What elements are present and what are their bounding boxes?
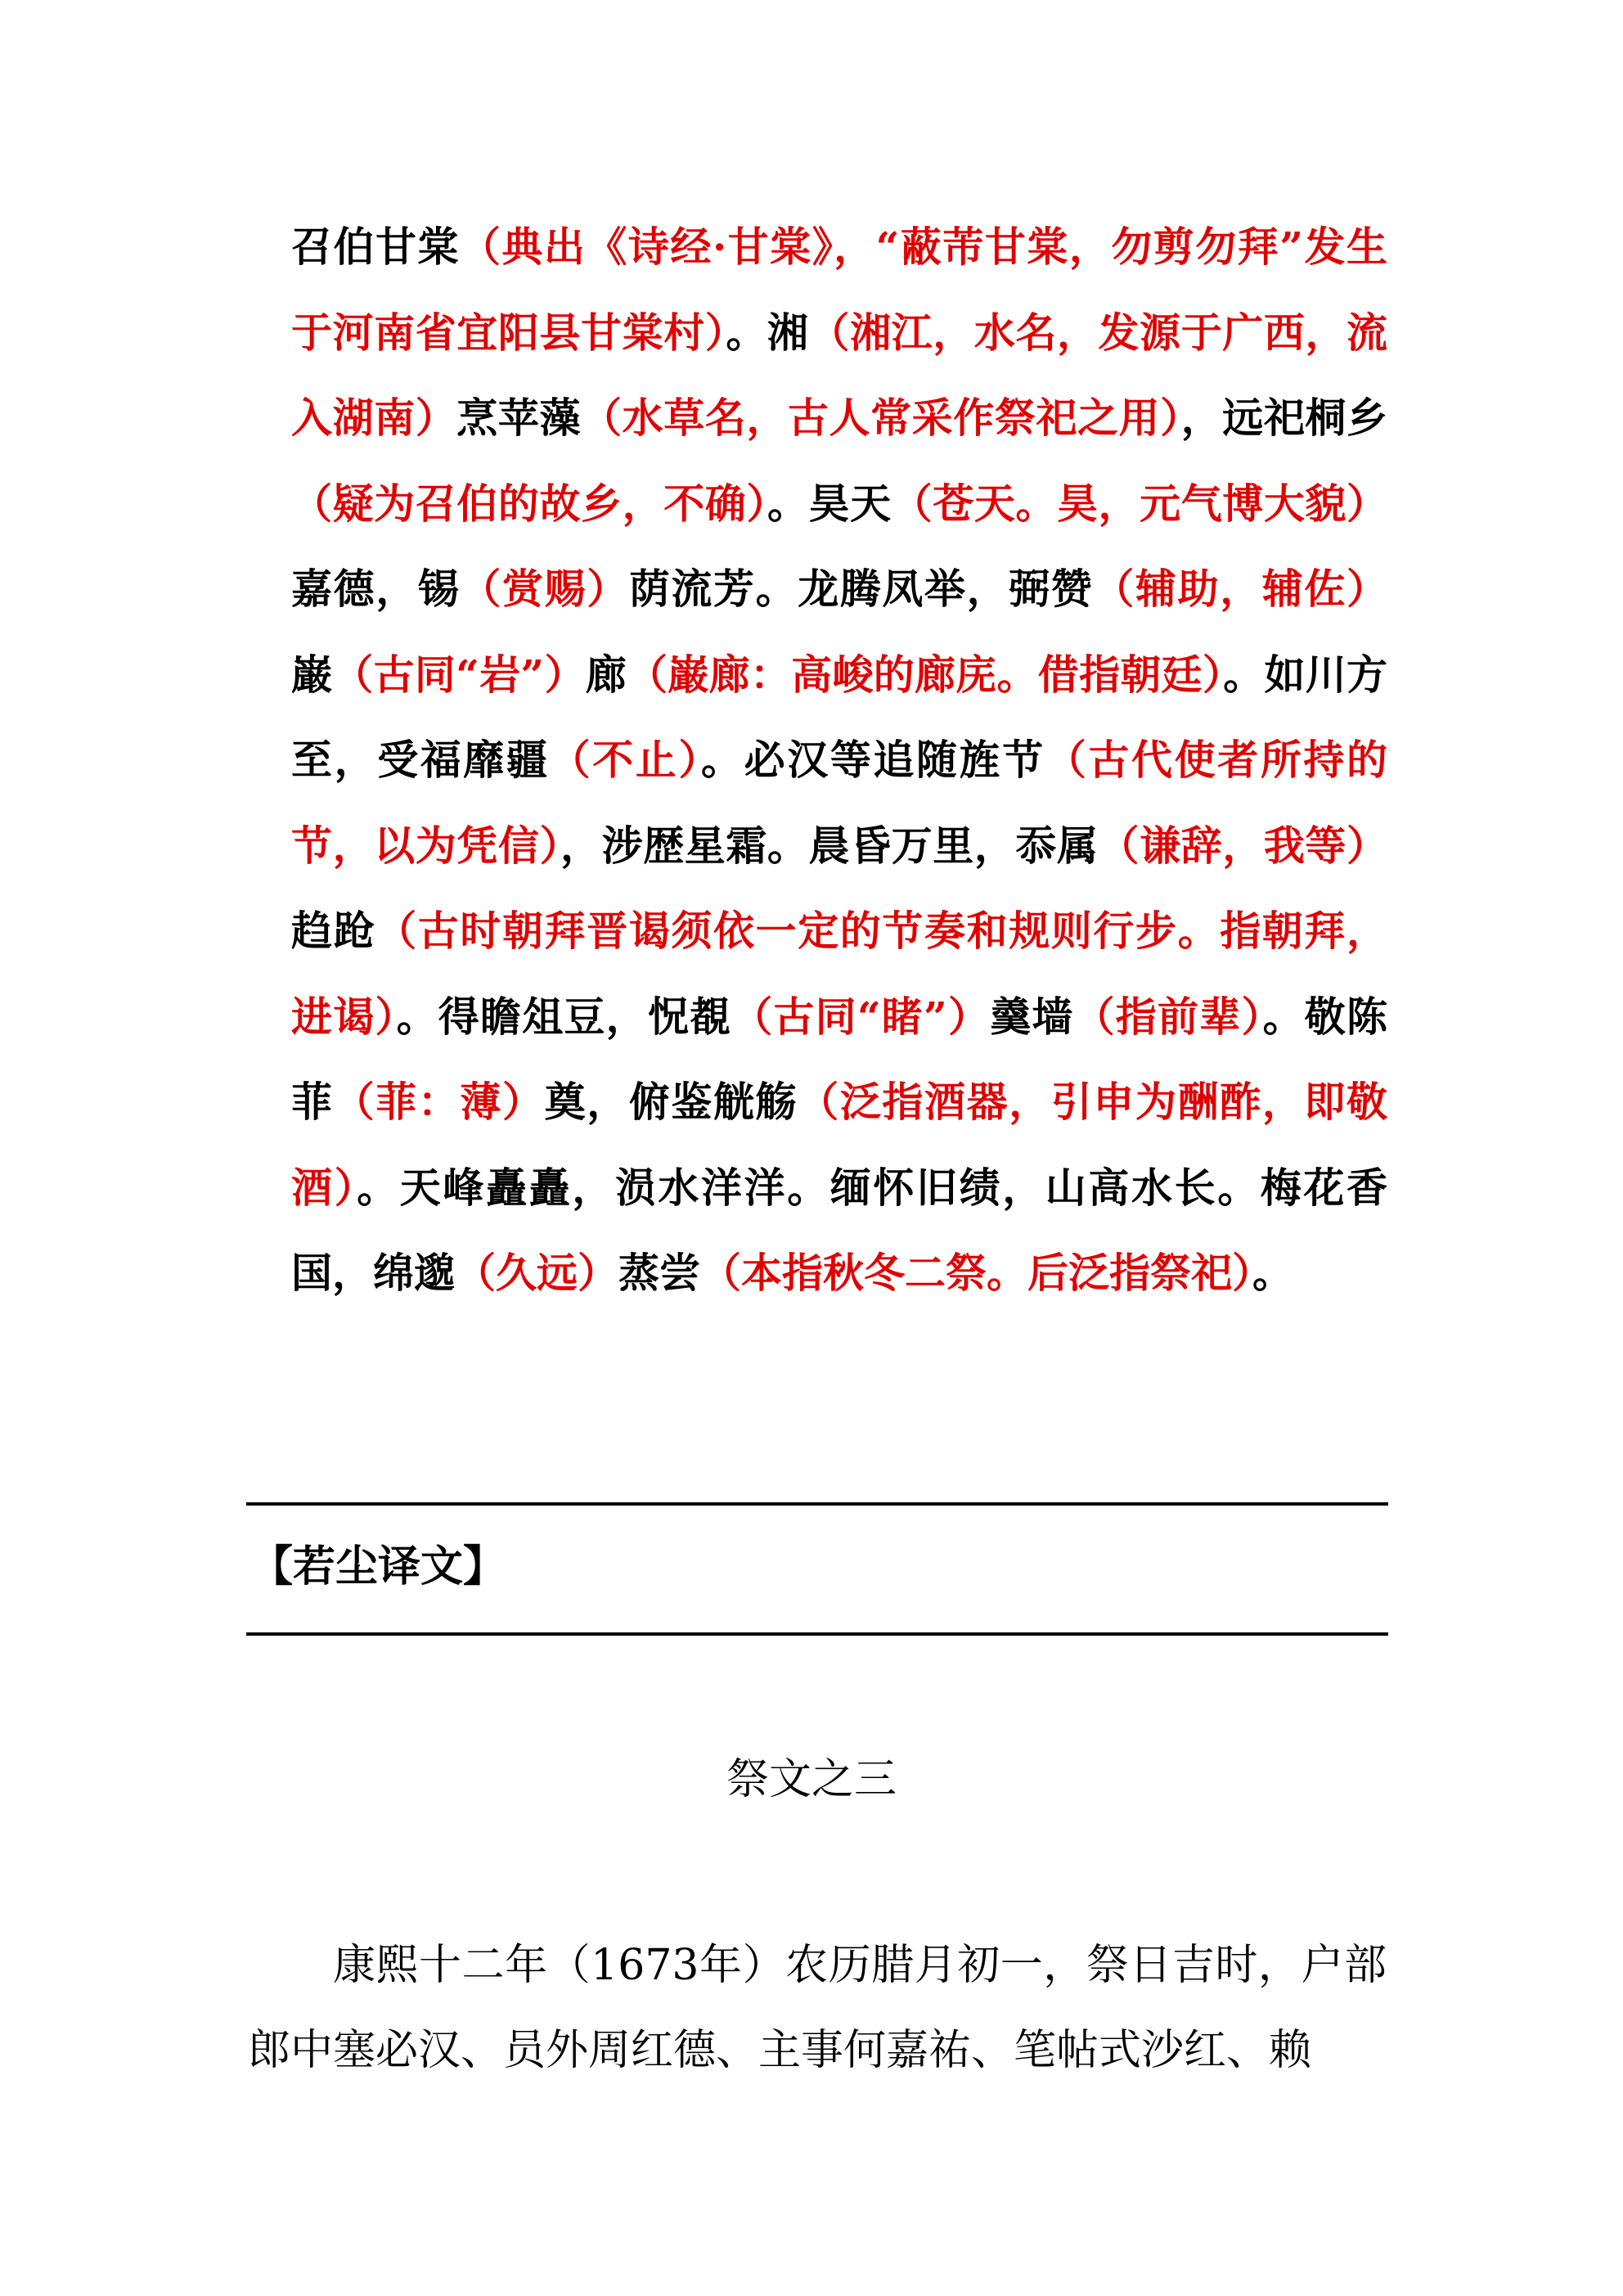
annotation-note: （本指秋冬二祭。后泛指祭祀） (700, 1249, 1252, 1297)
annotation-note: （巌廊：高峻的廊庑。借指朝廷） (627, 650, 1224, 699)
main-text-segment: 羹墙 (990, 992, 1074, 1041)
translation-title: 祭文之三 (726, 1755, 897, 1804)
annotation-note: （谦辞，我等） (1098, 821, 1388, 870)
main-text-segment: 。必汉等追随旌节 (701, 736, 1045, 784)
annotation-note: （疑为召伯的故乡，不确） (291, 479, 767, 528)
annotation-note: （久远） (455, 1249, 618, 1297)
section-heading: 【若尘译文】 (250, 1542, 506, 1591)
main-text-segment: 。敬陈菲 (291, 992, 1387, 1126)
annotation-note: （水草名，古人常采作祭祀之用） (581, 394, 1181, 442)
main-text-segment: 廊 (585, 650, 627, 699)
main-text-segment: 巌 (291, 650, 333, 699)
main-text-segment: 嘉德，锡 (291, 565, 461, 613)
annotation-note: （苍天。昊，元气博大貌） (891, 479, 1388, 528)
annotated-classical-text (291, 205, 1387, 1317)
main-text-segment: 奠，俯鉴觥觞 (544, 1078, 798, 1126)
main-text-segment: 。昊天 (767, 479, 892, 528)
main-text-segment: 趋跄 (291, 907, 376, 955)
main-text-segment: ，涉歴星霜。晨昏万里，忝属 (560, 821, 1099, 870)
annotation-note: （古同“睹”） (731, 992, 991, 1041)
section-divider-top (246, 1502, 1388, 1506)
annotation-note: （典出《诗经·甘棠》，“蔽芾甘棠，勿剪勿拜”发生于河南省宜阳县甘棠村） (291, 223, 1387, 357)
main-text-segment: 。湘 (726, 308, 809, 357)
annotation-note: （指前辈） (1073, 992, 1263, 1041)
main-text-segment: 烹苹藻 (456, 394, 582, 442)
translation-paragraph: 康熙十二年（1673年）农历腊月初一，祭日吉时，户部郎中塞必汉、员外周红德、主事何嘉祐、笔帖式沙红、赖 (248, 1941, 1387, 2075)
main-text-segment: ，远祀桐乡 (1180, 394, 1388, 442)
annotation-note: （古同“岩”） (332, 650, 586, 699)
annotation-note: （赏赐） (460, 565, 629, 613)
annotation-note: （古代使者所持的节，以为凭信） (291, 736, 1388, 870)
main-text-segment: 荫流芳。龙腾凤举，弼赞 (628, 565, 1094, 613)
main-text-segment: 蒸尝 (618, 1249, 700, 1297)
main-text-segment: 召伯甘棠 (291, 223, 460, 271)
annotation-note: （古时朝拜晋谒须依一定的节奏和规则行步。指朝拜，进谒） (291, 907, 1388, 1041)
annotation-note: （泛指酒器，引申为酬酢，即敬酒） (291, 1078, 1388, 1212)
annotation-note: （湘江，水名，发源于广西，流入湖南） (291, 308, 1388, 442)
main-text-segment: 。天峰矗矗，涢水洋洋。缅怀旧绩，山高水长。梅花香国，绵邈 (291, 1163, 1388, 1297)
main-text-segment: 。 (1252, 1249, 1293, 1297)
main-text-segment: 。得瞻俎豆，怳覩 (396, 992, 732, 1041)
annotation-note: （不止） (549, 736, 702, 784)
annotation-note: （菲：薄） (333, 1078, 545, 1126)
section-divider-bottom (246, 1632, 1388, 1636)
annotation-note: （辅助，辅佐） (1093, 565, 1388, 613)
main-text-segment: 。如川方至，受福靡疆 (291, 650, 1388, 784)
